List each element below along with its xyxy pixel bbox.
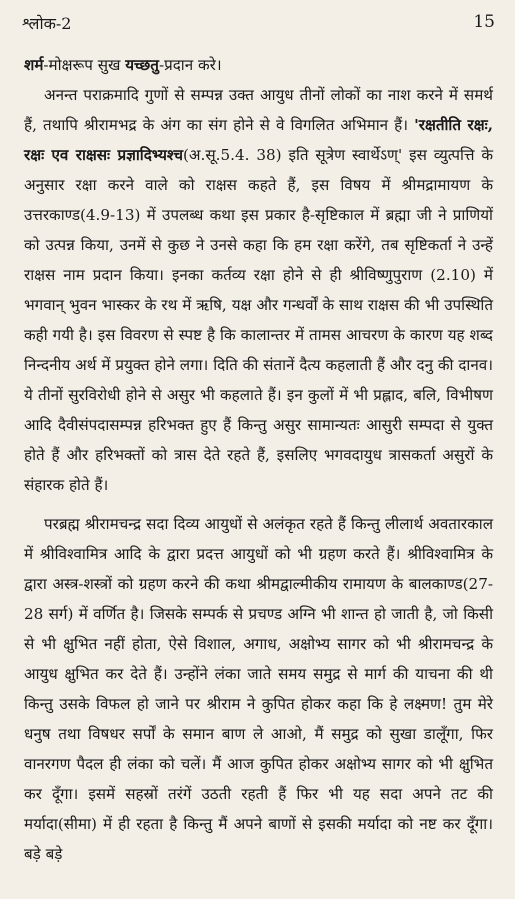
verse-gloss-line [24,50,493,80]
gloss-text-2: -प्रदान करे। [158,56,222,74]
sutra-quote: 'रक्षतीति रक्षः, रक्षः एव राक्षसः प्रज्ञादिभ्यश्च [24,116,494,164]
paragraph-1-intro: अनन्त पराक्रमादि गुणों से सम्पन्न उक्त आयुध तीनों लोकों का नाश करने में समर्थ हैं, तथापि श्रीरामभद्र के अंग का संग होने से वे विगलित अभिमान हैं। [24,86,493,134]
gloss-term-yacchatu: यच्छतु [125,56,159,74]
sutra-reference: (अ.सू.5.4. 38) इति सूत्रेण स्वार्थेऽण्' [183,146,410,164]
paragraph-1 [24,80,493,500]
paragraph-spacer [24,500,493,509]
gloss-term-sharma: शर्म [24,56,44,74]
page-body [24,50,493,869]
paragraph-1-body: इस व्युत्पत्ति के अनुसार रक्षा करने वाले को राक्षस कहते हैं, इस विषय में श्रीमद्रामायण के उत्तरकाण्ड(4.9-13) में उपलब्ध कथा इस प्रकार है-सृष्टिकाल में ब्रह्मा जी ने प्राणियों को उत्पन्न किया, उनमें से कुछ ने उनसे कहा कि हम रक्षा करेंगे, तब सृष्टिकर्ता ने उन्हें राक्षस नाम प्रदान किया। इनका कर्तव्य रक्षा होने से ही श्रीविष्णुपुराण (2.10) में भगवान् भुवन भास्कर के रथ में ऋषि, यक्ष और गन्धर्वों के साथ राक्षस की भी उपस्थिति कही गयी है। इस विवरण से स्पष्ट है कि कालान्तर में तामस आचरण के कारण यह शब्द निन्दनीय अर्थ में प्रयुक्त होने लगा। दिति की संतानें दैत्य कहलाती हैं और दनु की दानव। ये तीनों सुरविरोधी होने से असुर भी कहलाते हैं। इन कुलों में भी प्रह्लाद, बलि, विभीषण आदि दैवीसंपदासम्पन्न हरिभक्त हुए हैं किन्तु असुर सामान्यतः आसुरी सम्पदा से युक्त होते हैं और हरिभक्तों को त्रास देते रहते हैं, इसलिए भगवदायुध त्रासकर्ता असुरों के संहारक होते हैं। [24,146,493,494]
paragraph-2: परब्रह्म श्रीरामचन्द्र सदा दिव्य आयुधों से अलंकृत रहते हैं किन्तु लीलार्थ अवतारकाल में श्रीविश्वामित्र आदि के द्वारा प्रदत्त आयुधों को भी ग्रहण करते हैं। श्रीविश्वामित्र के द्वारा अस्त्र-शस्त्रों को ग्रहण करने की कथा श्रीमद्वाल्मीकीय रामायण के बालकाण्ड(27-28 सर्ग) में वर्णित है। जिसके सम्पर्क से प्रचण्ड अग्नि भी शान्त हो जाती है, जो किसी से भी क्षुभित नहीं होता, ऐसे विशाल, अगाध, अक्षोभ्य सागर को भी श्रीरामचन्द्र के आयुध क्षुभित कर देते हैं। उन्होंने लंका जाते समय समुद्र से मार्ग की याचना की थी किन्तु उसके विफल हो जाने पर श्रीराम ने कुपित होकर कहा कि हे लक्ष्मण! तुम मेरे धनुष तथा विषधर सर्पों के समान बाण ले आओ, मैं समुद्र को सुखा डालूँगा, फिर वानरगण पैदल ही लंका को चलें। मैं आज कुपित होकर अक्षोभ्य सागर को भी क्षुभित कर दूँगा। इसमें सहस्रों तरंगें उठती रहती हैं फिर भी यह सदा अपने तट की मर्यादा(सीमा) में ही रहता है किन्तु मैं अपने बाणों से इसकी मर्यादा को नष्ट कर दूँगा। बड़े बड़े [24,515,493,863]
page-number: 15 [473,12,495,32]
gloss-text-1: -मोक्षरूप सुख [43,56,126,74]
running-header: श्लोक-2 [22,14,72,33]
